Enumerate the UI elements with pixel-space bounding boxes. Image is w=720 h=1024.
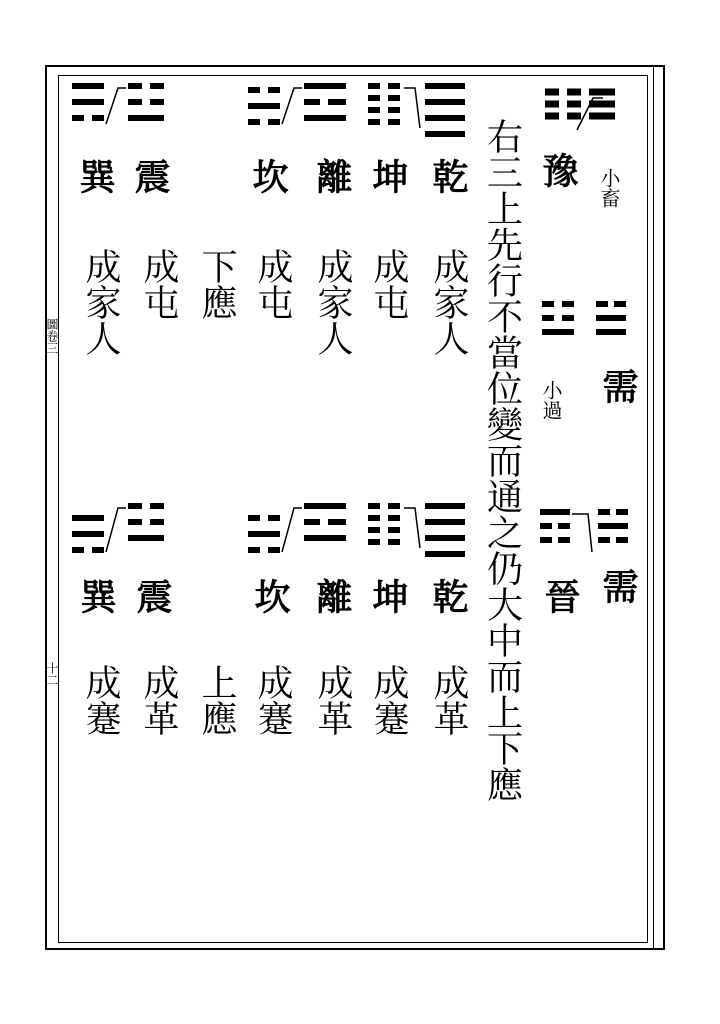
- lower-result-zhen: 成革: [138, 664, 179, 736]
- hexagram-name-jin: 晉: [539, 578, 581, 614]
- hexagram-jin: [540, 508, 630, 568]
- upper-label-xiaying: 下應: [196, 248, 237, 320]
- margin-page-number: 十二: [45, 662, 59, 686]
- upper-result-zhen: 成屯: [138, 248, 179, 320]
- lower-trigram-zhen: 震: [131, 578, 173, 614]
- right-rule: [653, 65, 654, 950]
- lower-result-kan: 成蹇: [252, 664, 293, 736]
- upper-result-li: 成家人: [312, 248, 353, 356]
- hexagram-name-yu: 豫: [537, 152, 579, 188]
- upper-trigram-zhen: 震: [129, 158, 171, 194]
- lower-trigram-kan: 坎: [249, 578, 291, 614]
- lower-trigram-li: 離: [311, 578, 353, 614]
- upper-result-kan: 成屯: [252, 248, 293, 320]
- upper-trigram-diagram: [70, 80, 470, 150]
- lower-trigram-xun: 巽: [75, 578, 117, 614]
- lower-result-qian: 成革: [428, 664, 469, 736]
- upper-trigram-xun: 巽: [74, 158, 116, 194]
- lower-result-xun: 成蹇: [80, 664, 121, 736]
- lower-label-shangying: 上應: [196, 664, 237, 736]
- margin-title: 圖卷三: [45, 318, 59, 354]
- hexagram-name-xiaoguo: 小過: [539, 380, 563, 420]
- hexagram-name-xu-1: 需: [597, 368, 639, 404]
- upper-result-qian: 成家人: [428, 248, 469, 356]
- upper-result-xun: 成家人: [80, 248, 121, 356]
- upper-trigram-qian: 乾: [427, 158, 469, 194]
- lower-trigram-qian: 乾: [427, 578, 469, 614]
- connector-line: [575, 90, 605, 140]
- hexagram-name-xu-2: 需: [597, 568, 639, 604]
- upper-trigram-li: 離: [311, 158, 353, 194]
- upper-trigram-kan: 坎: [247, 158, 289, 194]
- lower-trigram-diagram: [70, 500, 470, 580]
- hexagram-name-xiaoxu: 小畜: [597, 168, 621, 208]
- hexagram-xu-mid: [542, 300, 622, 350]
- lower-result-li: 成革: [312, 664, 353, 736]
- lower-result-kun: 成蹇: [368, 664, 409, 736]
- statement-text: 右三上先行不當位變而通之仍大中而上下應: [481, 118, 523, 802]
- upper-trigram-kun: 坤: [367, 158, 409, 194]
- upper-result-kun: 成屯: [368, 248, 409, 320]
- lower-trigram-kun: 坤: [367, 578, 409, 614]
